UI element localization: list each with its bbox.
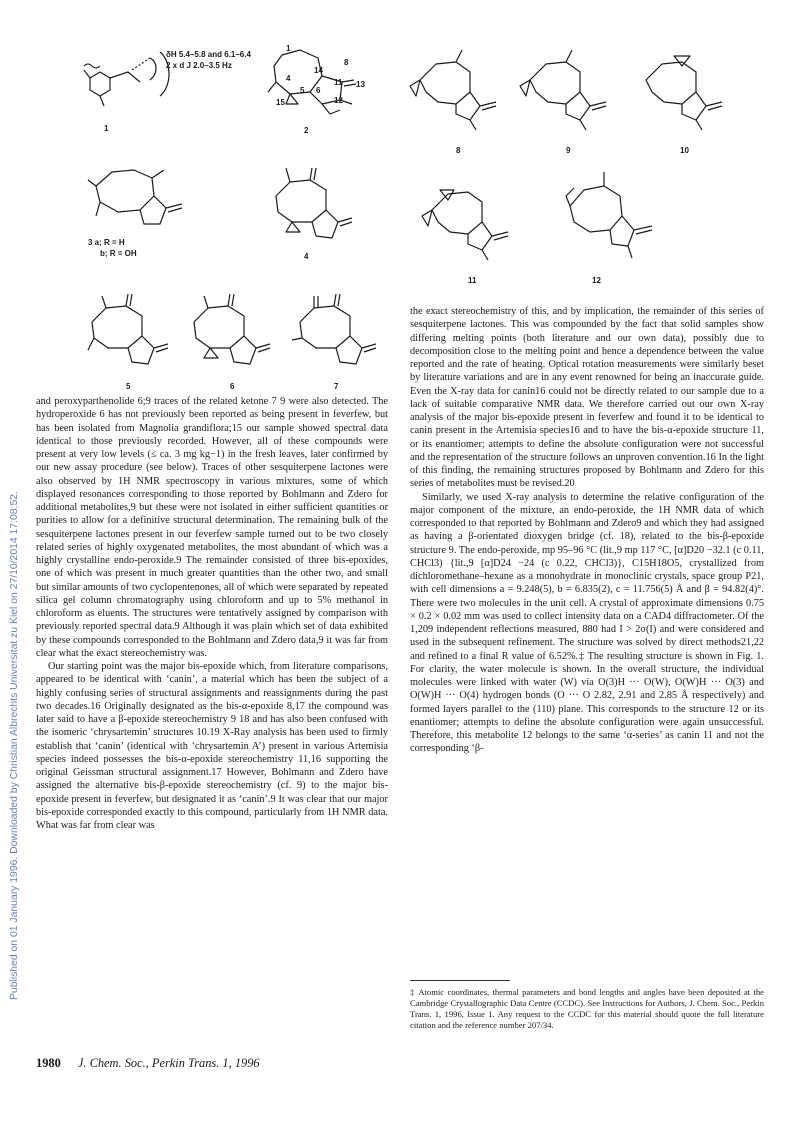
structure-10	[646, 56, 722, 130]
compound-label-3b: b; R = OH	[100, 249, 137, 258]
atom-number-13: 13	[356, 80, 365, 89]
structure-6	[194, 294, 270, 364]
structure-4	[276, 168, 352, 238]
atom-number-5: 5	[300, 86, 305, 95]
download-watermark-text: Published on 01 January 1996. Downloaded by Christian Albrechts Universitat zu Kiel on 27/10/2014 17:08:52.	[9, 491, 20, 1000]
structure-9	[520, 50, 606, 130]
atom-number-15: 15	[276, 98, 285, 107]
right-column	[410, 305, 764, 756]
atom-number-1: 1	[286, 44, 291, 53]
atom-number-14: 14	[314, 66, 323, 75]
atom-number-4: 4	[286, 74, 291, 83]
structure-8	[410, 50, 496, 130]
left-column	[36, 395, 388, 832]
structure-12	[566, 172, 652, 258]
compound-label-5: 5	[126, 382, 131, 391]
page-footer	[36, 1056, 260, 1071]
compound-label-1: 1	[104, 124, 109, 133]
footnote: ‡ Atomic coordinates, thermal parameters and bond lengths and angles have been deposited at the Cambridge Crystallographic Data Centre (CCDC). See Instructions for Authors, J. Chem. Soc., Perkin Trans. 1, 1996, Issue 1. Any request to the CCDC for this material should quote the full literature citation and the reference number 207/34.	[410, 987, 764, 1030]
atom-number-11: 11	[334, 78, 343, 87]
atom-number-8: 8	[344, 58, 349, 67]
left-paragraph-2: Our starting point was the major bis-epoxide which, from literature comparisons, appeared to be identical with ‘canin’, a material which has been the subject of a highly confusing series of structural assignments and reassignments during the past two decades.16 Originally designated as the bis-α-epoxide 8,17 the compound was later said to have a β-epoxide stereochemistry 9 18 and has also been confused with the isomeric ‘chrysartemin’ structures 10.19 X-Ray analysis has been used to firmly establish that ‘canin’ (identical with ‘chrysartemin A’) present in various Artemisia species indeed possesses the bis-α-epoxide stereochemistry 11,16 supporting the original Geissman structural assignment.17 However, Bohlmann and Zdero have assigned the alternative bis-β-epoxide stereochemistry (cf. 9) to the major bis-epoxide present in feverfew, but designated it as ‘canin’.9 It was clear that our major bis-epoxide corresponded exactly to this compound, particularly from 1H NMR data. What was far from clear was	[36, 661, 388, 831]
atom-number-6: 6	[316, 86, 321, 95]
compound-label-8: 8	[456, 146, 461, 155]
right-paragraph-2: Similarly, we used X-ray analysis to determine the relative configuration of the major component of the mixture, an endo-peroxide, the 1H NMR data of which corresponded to that reported by Bohlmann and Zdero9 and which they had assigned as having a β-orientated dioxygen bridge (cf. 18), related to the bis-β-epoxide structure 9. The endo-peroxide, mp 95–96 °C (lit.,9 mp 117 °C, [α]D20 −32.1 (c 0.11, CHCl3) {lit.,9 [α]D24 −24 (c 0.22, CHCl3)}, C15H18O5, crystallized from dichloromethane–hexane as a monohydrate in monoclinic crystals, space group P21, with cell dimensions a = 9.248(5), b = 6.835(2), c = 11.756(5) Å and β = 94.82(4)°. There were two molecules in the unit cell. A crystal of approximate dimensions 0.75 × 0.2 × 0.02 mm was used to collect intensity data on a CAD4 diffractometer. Of the 1,209 independent reflections measured, 880 had I > 2σ(I) and were considered and used in the subsequent refinement. The structure was solved by direct methods21,22 and refined to a final R value of 6.52%.‡ The resulting structure is shown in Fig. 1. For clarity, the water molecule is shown. In the overall structure, the individual molecules were linked with water (W) via O(3)H ··· O(W), O(W)H ··· O(3) and O(W)H ··· O(4) hydrogen bonds (O ··· O 2.82, 2.91 and 2.85 Å respectively) and formed layers parallel to the (110) plane. This corresponds to the structure 12 or its enantiomer; attempts to define the absolute configuration were again unsuccessful. Therefore, this metabolite 12 belongs to the same ‘α-series’ as canin 11 and not the corresponding ‘β-	[410, 491, 764, 755]
compound-label-9: 9	[566, 146, 571, 155]
compound-label-10: 10	[680, 146, 689, 155]
page-number: 1980	[36, 1056, 61, 1070]
structure-11	[422, 190, 508, 260]
compound-label-6: 6	[230, 382, 235, 391]
structure-7	[292, 294, 376, 364]
atom-number-12: 12	[334, 96, 343, 105]
journal-citation: J. Chem. Soc., Perkin Trans. 1, 1996	[77, 1056, 260, 1070]
structure-3	[88, 170, 182, 224]
compound-label-12: 12	[592, 276, 601, 285]
structure-1	[84, 52, 169, 106]
right-paragraph-1: the exact stereochemistry of this, and by implication, the remainder of this series of sesquiterpene lactones. This was compounded by the fact that solid samples show differing melting points (both literature and our own data), possibly due to decomposition close to the melting point and hence a dependence between the value reported and the rate of heating. Optical rotation measurements were similarly beset by literature variations and are in any event renowned for being an inaccurate guide. Even the X-ray data for canin16 could not be directly related to our sample due to a lack of suitable comparative NMR data. We therefore carried out our own X-ray analysis of the major bis-epoxide present in feverfew and found it to be identical to canin present in the Artemisia species16 and to have the bis-α-epoxide structure 11, or its enantiomer; attempts to define the absolute configuration were not successful and the representation of the structure follows an unproven convention.16 In the light of this finding, the remaining structures proposed by Bohlmann and Zdero for this series of metabolites must be revised.20	[410, 306, 764, 490]
left-paragraph-1: and peroxyparthenolide 6;9 traces of the related ketone 7 9 were also detected. The hydroperoxide 6 has not previously been reported as being present in feverfew, but has been isolated from Magnolia grandiflora;15 our sample showed spectral data identical to those previously recorded. However, all of these compounds were present at very low levels (≤ ca. 3 mg kg−1) in the fresh leaves, later confirmed by our new assay procedure (see below). Traces of other sesquiterpene lactones were also observed by 1H NMR spectroscopy in various mixtures, some of which displayed resonances corresponding to those reported by Bohlmann and Zdero for additional metabolites,9 but these were not isolated in either sufficient quantities or purities to allow for a definitive structural determination. The remaining bulk of the sesquiterpene lactones present in our feverfew sample turned out to be two closely related series of highly oxygenated metabolites, the most abundant of which was a highly crystalline endo-peroxide.9 The remainder consisted of three bis-epoxides, one of which was present in much greater quantities than the other two, and small but similar amounts of two cyclopentenones, all of which were separated by repeated silica gel column chromatography using chloroform and up to 5% methanol in chloroform as eluents. The structures were tentatively assigned by comparison with previously reported spectral data.9 Although it was plain which set of data exhibited by these compounds corresponded to the Bohlmann and Zdero data,9 it was far from clear what the exact stereochemistry was.	[36, 396, 388, 659]
compound-label-2: 2	[304, 126, 309, 135]
structure-5	[88, 294, 168, 364]
nmr-annotation-line2: 2 x d J 2.0–3.5 Hz	[166, 61, 232, 70]
compound-label-3a: 3 a; R = H	[88, 238, 125, 247]
compound-label-4: 4	[304, 252, 309, 261]
compound-label-11: 11	[468, 276, 477, 285]
nmr-annotation-line1: δH 5.4–5.8 and 6.1–6.4	[166, 50, 251, 59]
footnote-divider	[410, 980, 510, 981]
compound-label-7: 7	[334, 382, 339, 391]
